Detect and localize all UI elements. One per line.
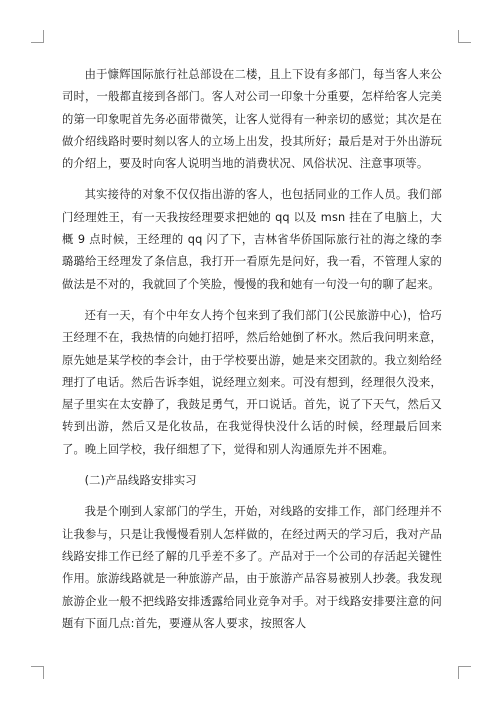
- crop-mark-top-right: [458, 30, 471, 43]
- paragraph-client-visit: 还有一天，有个中年女人挎个包来到了我们部门(公民旅游中心)，恰巧王经理不在，我热情的向她打招呼，然后给她倒了杯水。然后我问明来意，原先她是某学校的李会计，由于学校要出游，她是来交团款的。我立刻给经理打了电话。然后告诉李姐，说经理立刻来。可没有想到，经理很久没来，屋子里实在太安静了，我鼓足勇气，开口说话。首先，说了下天气，然后又转到出游，然后又是化妆品，在我觉得快没什么话的时候，经理最后回来了。晚上回学校，我仔细想了下，觉得和别人沟通原先并不困难。: [62, 308, 442, 456]
- paragraph-peer-contact: 其实接待的对象不仅仅指出游的客人，也包括同业的工作人员。我们部门经理姓王，有一天我按经理要求把她的 qq 以及 msn 挂在了电脑上，大概 9 点时候，王经理的 qq 闪了下，吉林省华侨国际旅行社的海之缘的李璐璐给王经理发了条信息，我打开一看原先是问好，我一看，不管理人家的做法是不对的，我就回了个笑脸，慢慢的我和她有一句没一句的聊了起来。: [62, 188, 442, 291]
- crop-mark-bottom-left: [31, 666, 44, 679]
- paragraph-reception-intro: 由于慷辉国际旅行社总部设在二楼，且上下设有多部门，每当客人来公司时，一般都直接到各部门。客人对公司一印象十分重要，怎样给客人完美的第一印象呢首先务必面带微笑，让客人觉得有一种亲切的感觉；其次是在做介绍线路时要时刻以客人的立场上出发，投其所好；最后是对于外出游玩的介绍上，要及时向客人说明当地的消费状况、风俗状况、注意事项等。: [62, 68, 442, 171]
- section-heading: (二)产品线路安排实习: [84, 474, 197, 488]
- document-body: [62, 64, 442, 644]
- paragraph-route-planning: 我是个刚到人家部门的学生，开始，对线路的安排工作，部门经理并不让我参与，只是让我慢慢看别人怎样做的，在经过两天的学习后，我对产品线路安排工作已经了解的几乎差不多了。产品对于一个公司的存活起关键性作用。旅游线路就是一种旅游产品，由于旅游产品容易被别人抄袭。我发现旅游企业一般不把线路安排透露给同业竞争对手。对于线路安排要注意的问题有下面几点:首先，要遵从客人要求，按照客人: [62, 505, 442, 630]
- crop-mark-bottom-right: [458, 666, 471, 679]
- crop-mark-top-left: [31, 30, 44, 43]
